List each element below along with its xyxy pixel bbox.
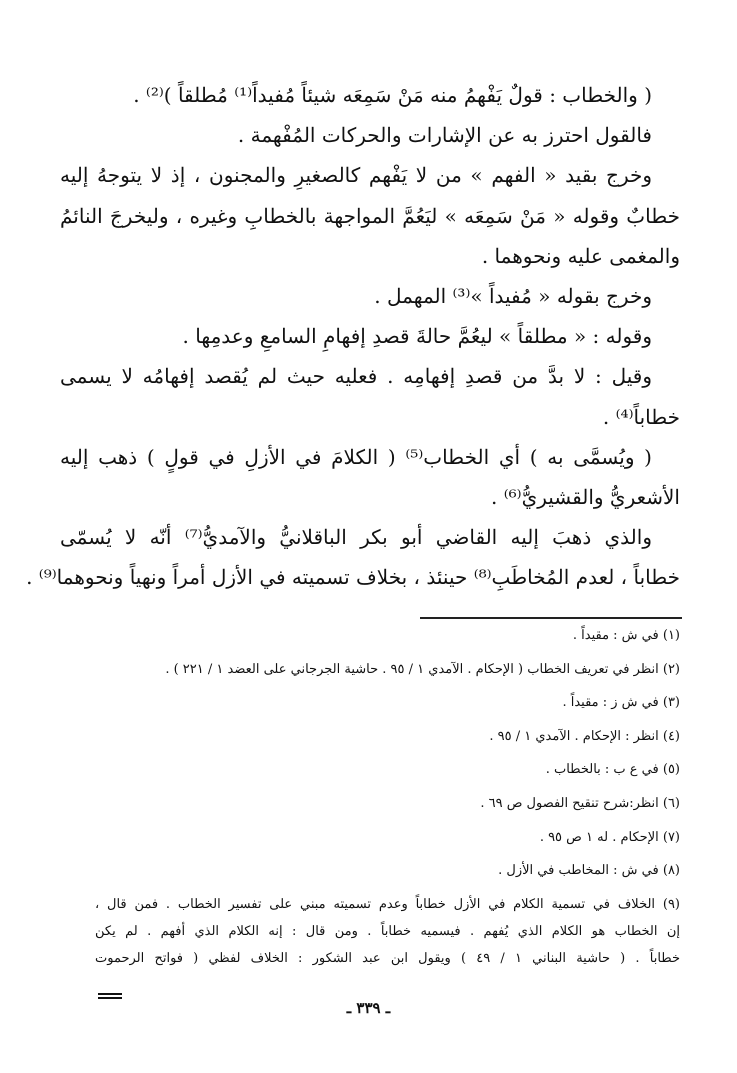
footnote: (٥) في ع ب : بالخطاب . bbox=[545, 762, 680, 778]
text-line: الأشعريُّ والقشيريُّ⁽⁶⁾ . bbox=[491, 484, 680, 509]
text-line: وقيل : لا بدَّ من قصدِ إفهامِه . فعليه حيث لم يُقصد إفهامُه لا يسمى bbox=[60, 364, 652, 389]
footnote-continuation: إن الخطاب هو الكلام الذي يُفهم . فيسميه خطاباً . ومن قال : إنه الكلام الذي أفهم . لم يكن bbox=[95, 923, 680, 939]
footnote-separator bbox=[420, 617, 682, 619]
text-line: فالقول احترز به عن الإشارات والحركات المُفْهمة . bbox=[237, 123, 652, 148]
page-number: ـ ٣٣٩ ـ bbox=[346, 999, 391, 1017]
footnote: (٦) انظر:شرح تنقيح الفصول ص ٦٩ . bbox=[480, 795, 680, 811]
text-line: ( ويُسمَّى به ) أي الخطاب⁽⁵⁾ ( الكلامَ في الأزلِ في قولٍ ) ذهب إليه bbox=[60, 444, 652, 469]
text-line: خطاباً⁽⁴⁾ . bbox=[602, 404, 680, 429]
text-line: ( والخطاب : قولٌ يَفْهمُ منه مَنْ سَمِعَه شيئاً مُفيداً⁽¹⁾ مُطلقاً )⁽²⁾ . bbox=[133, 83, 652, 107]
footnote-continuation: خطاباً . ( حاشية البناني ١ / ٤٩ ) ويقول ابن عبد الشكور : الخلاف لفظي ( فواتح الرحموت bbox=[95, 950, 680, 966]
footnote: (٩) الخلاف في تسمية الكلام في الأزل خطاباً وعدم تسميته مبني على تفسير الخطاب . فمن قال ، bbox=[95, 896, 680, 912]
text-line: وخرج بقوله « مُفيداً »⁽³⁾ المهمل . bbox=[374, 283, 652, 308]
footnote: (٧) الإحكام . له ١ ص ٩٥ . bbox=[539, 829, 680, 845]
text-line: وقوله : « مطلقاً » ليعُمَّ حالةَ قصدِ إفهامِ السامعِ وعدمِها . bbox=[182, 324, 652, 349]
text-line: وخرج بقيد « الفهم » من لا يَفْهم كالصغيرِ والمجنون ، إذ لا يتوجهُ إليه bbox=[60, 163, 652, 188]
text-line: والذي ذهبَ إليه القاضي أبو بكر الباقلانيُّ والآمديُّ⁽⁷⁾ أنّه لا يُسمّى bbox=[60, 525, 652, 550]
footnote: (٤) انظر : الإحكام . الآمدي ١ / ٩٥ . bbox=[489, 728, 680, 744]
footnote: (٨) في ش : المخاطب في الأزل . bbox=[498, 863, 680, 879]
footnote: (٢) انظر في تعريف الخطاب ( الإحكام . الآمدي ١ / ٩٥ . حاشية الجرجاني على العضد ١ / ٢٢١ ) . bbox=[165, 661, 680, 677]
footnotes-block bbox=[95, 628, 680, 978]
footnote: (١) في ش : مقيداً . bbox=[572, 628, 680, 643]
text-line: خطابٌ وقوله « مَنْ سَمِعَه » ليَعُمَّ المواجهة بالخطابِ وغيره ، وليخرجَ النائمُ bbox=[60, 203, 680, 228]
main-text-block bbox=[26, 83, 680, 607]
text-line: خطاباً ، لعدم المُخاطَبِ⁽⁸⁾ حينئذ ، بخلاف تسميته في الأزل أمراً ونهياً ونحوهما⁽⁹⁾ . bbox=[26, 565, 680, 590]
text-line: والمغمى عليه ونحوهما . bbox=[481, 243, 680, 268]
footnote: (٣) في ش ز : مقيداً . bbox=[562, 695, 680, 711]
